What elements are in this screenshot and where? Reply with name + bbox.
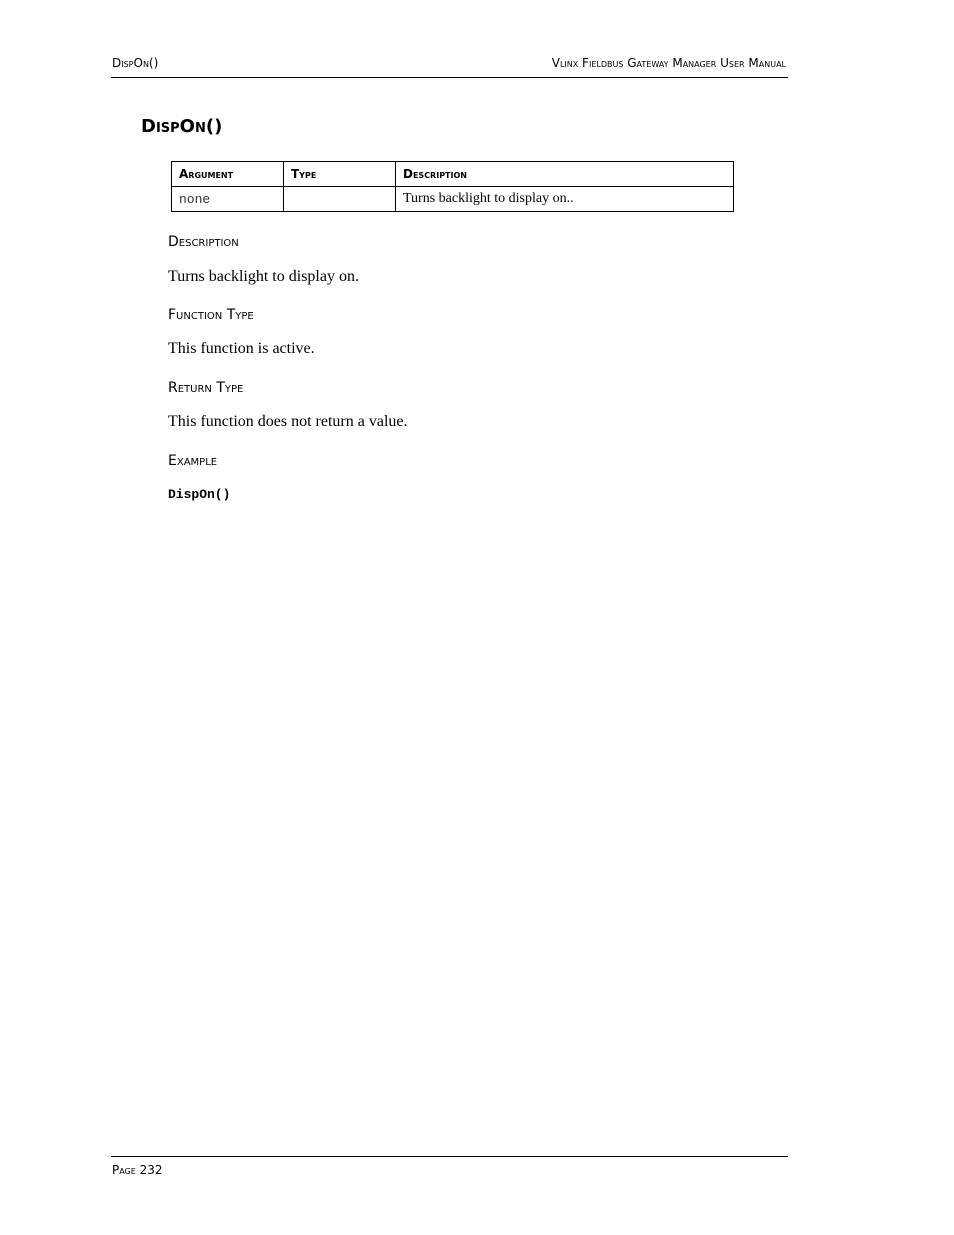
column-header-type: Type — [284, 162, 396, 187]
cell-description: Turns backlight to display on.. — [396, 187, 734, 212]
page-title: DispOn() — [141, 116, 223, 137]
table-row — [172, 187, 734, 212]
section-heading-description: Description — [168, 234, 239, 250]
page-header — [111, 52, 788, 78]
cell-argument: none — [172, 187, 284, 212]
header-manual-title: Vlinx Fieldbus Gateway Manager User Manual — [551, 56, 786, 70]
header-section-name: DispOn() — [112, 56, 159, 70]
example-code: DispOn() — [168, 487, 231, 502]
page-number: Page 232 — [112, 1163, 163, 1177]
argument-table — [171, 161, 734, 212]
section-heading-example: Example — [168, 453, 218, 469]
section-heading-return-type: Return Type — [168, 380, 244, 396]
section-heading-function-type: Function Type — [168, 307, 254, 323]
column-header-description: Description — [396, 162, 734, 187]
section-text-return-type: This function does not return a value. — [168, 413, 408, 430]
page-footer — [111, 1156, 788, 1177]
section-text-description: Turns backlight to display on. — [168, 268, 359, 285]
table-header-row — [172, 162, 734, 187]
section-text-function-type: This function is active. — [168, 340, 315, 357]
column-header-argument: Argument — [172, 162, 284, 187]
cell-type — [284, 187, 396, 212]
